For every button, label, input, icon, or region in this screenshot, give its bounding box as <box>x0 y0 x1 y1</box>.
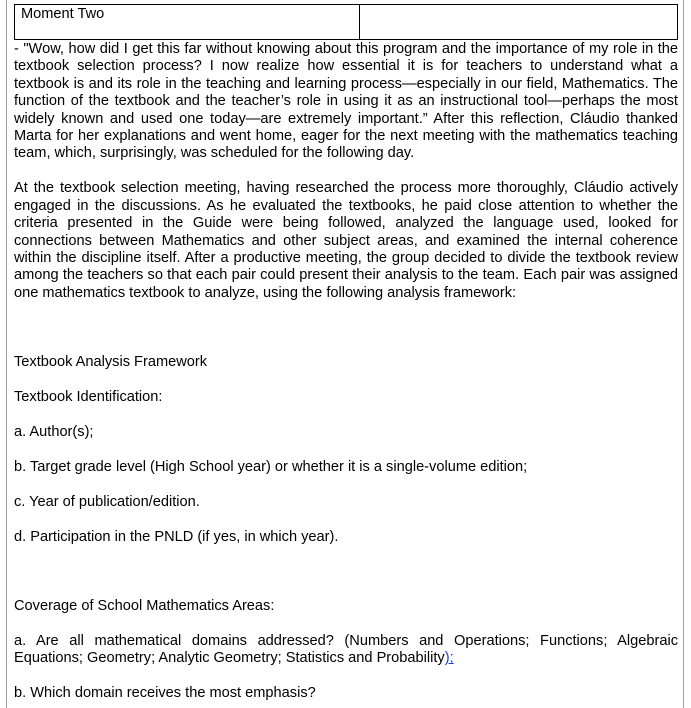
header-cell-empty[interactable] <box>360 5 678 40</box>
identification-heading: Textbook Identification: <box>14 389 163 406</box>
header-cell-moment[interactable]: Moment Two <box>15 5 360 40</box>
coverage-heading: Coverage of School Mathematics Areas: <box>14 598 275 615</box>
tracked-change-mark[interactable]: ); <box>444 650 454 667</box>
header-table <box>14 4 678 40</box>
coverage-item-domains <box>14 633 678 668</box>
paragraph-meeting: At the textbook selection meeting, having researched the process more thoroughly, Cláudio actively engaged in the discussions. As he evaluated the textbooks, he paid close attention to whether the criteria presented in the Guide were being followed, analyzed the language used, looked for connections between Mathematics and other subject areas, and examined the internal coherence within the discipline itself. After a productive meeting, the group decided to divide the textbook review among the teachers so that each pair could present their analysis to the team. Each pair was assigned one mathematics textbook to analyze, using the following analysis framework: <box>14 180 678 301</box>
identification-item-pnld: d. Participation in the PNLD (if yes, in which year). <box>14 528 339 545</box>
identification-item-year: c. Year of publication/edition. <box>14 493 200 510</box>
coverage-item-emphasis: b. Which domain receives the most emphasis? <box>14 685 316 702</box>
document-body <box>14 41 678 703</box>
framework-title: Textbook Analysis Framework <box>14 354 208 371</box>
coverage-item-domains-text: a. Are all mathematical domains addressed? (Numbers and Operations; Functions; Algebraic Equations; Geometry; Analytic Geometry; Statistics and Probability <box>14 633 678 667</box>
identification-item-authors: a. Author(s); <box>14 424 94 440</box>
identification-item-grade: b. Target grade level (High School year) or whether it is a single-volume edition; <box>14 458 528 475</box>
paragraph-reflection: - "Wow, how did I get this far without knowing about this program and the importance of my role in the textbook selection process? I now realize how essential it is for teachers to understand what a textbook is and its role in the teaching and learning process—especially in our field, Mathematics. The function of the textbook and the teacher’s role in using it as an instructional tool—perhaps the most widely known and used one today—are extremely important.” After this reflection, Cláudio thanked Marta for her explanations and went home, eager for the next meeting with the mathematics teaching team, which, surprisingly, was scheduled for the following day. <box>14 41 678 162</box>
